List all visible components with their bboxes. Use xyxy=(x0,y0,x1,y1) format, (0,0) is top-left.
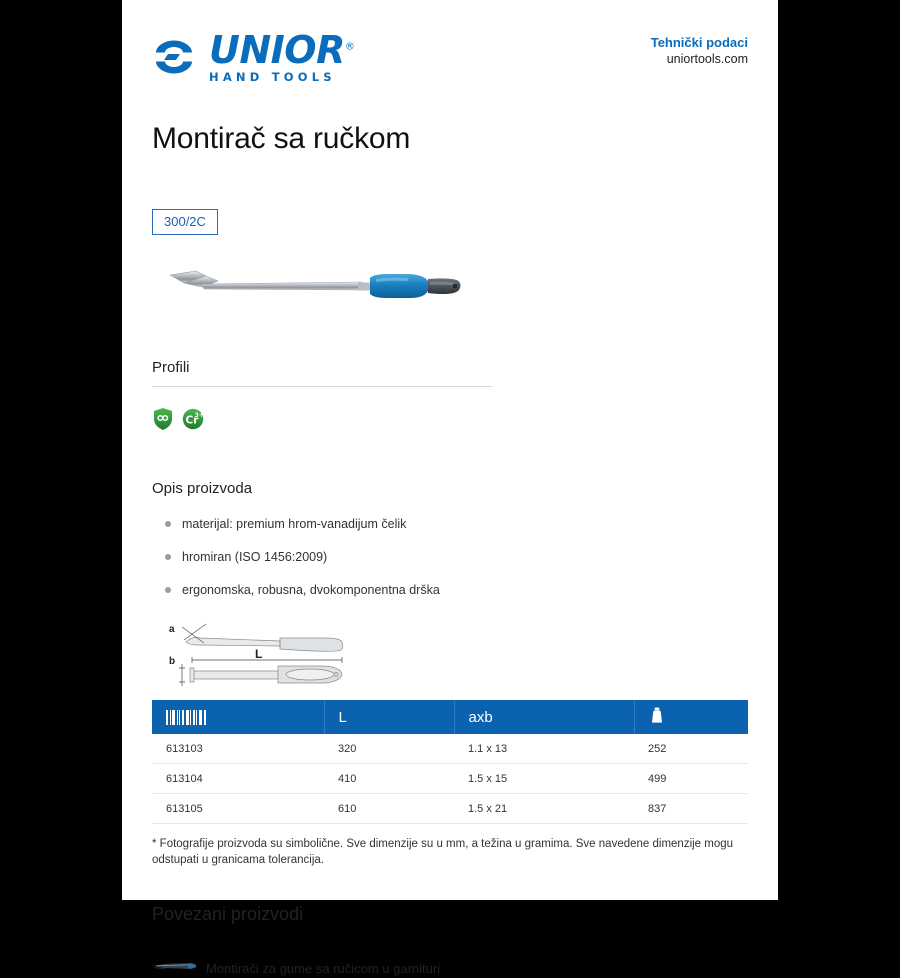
table-header-row xyxy=(152,700,748,734)
product-code-badge: 300/2C xyxy=(152,209,218,235)
cell-axb: 1.1 x 13 xyxy=(454,734,634,764)
brand-wordmark xyxy=(209,30,354,84)
cell-weight: 837 xyxy=(634,794,748,824)
cell-code: 613105 xyxy=(152,794,324,824)
svg-text:Cr: Cr xyxy=(185,414,199,427)
unior-logo-mark-icon xyxy=(152,39,196,75)
cell-length: 410 xyxy=(324,764,454,794)
page-header xyxy=(152,0,748,84)
drawing-label-l: L xyxy=(255,647,263,662)
technical-data-title: Tehnički podaci xyxy=(650,35,748,50)
brand-name: UNIOR xyxy=(209,28,345,72)
cell-length: 610 xyxy=(324,794,454,824)
table-body xyxy=(152,734,748,824)
related-product-thumbnail xyxy=(152,959,198,978)
registered-mark: ® xyxy=(344,41,355,53)
document-page xyxy=(122,0,778,977)
list-item: hromiran (ISO 1456:2009) xyxy=(152,549,748,565)
barcode-icon xyxy=(166,710,324,725)
column-header-weight xyxy=(634,700,748,734)
brand-tagline: HAND TOOLS xyxy=(209,70,336,85)
cell-axb: 1.5 x 15 xyxy=(454,764,634,794)
description-heading: Opis proizvoda xyxy=(152,480,253,498)
description-list xyxy=(152,516,748,598)
cell-axb: 1.5 x 21 xyxy=(454,794,634,824)
list-item[interactable] xyxy=(152,959,748,978)
header-meta xyxy=(651,30,748,68)
column-header-code xyxy=(152,700,324,734)
drawing-label-a: a xyxy=(169,624,175,636)
weight-icon xyxy=(649,711,665,728)
chromium-trivalent-icon xyxy=(182,407,204,431)
drawing-label-b: b xyxy=(169,656,176,668)
column-header-length: L xyxy=(324,700,454,734)
related-products-heading: Povezani proizvodi xyxy=(152,904,304,925)
table-row xyxy=(152,734,748,764)
page-title: Montirač sa ručkom xyxy=(152,122,411,156)
cell-code: 613104 xyxy=(152,764,324,794)
product-photo xyxy=(152,257,748,317)
profiles-divider xyxy=(152,386,492,387)
related-product-label: Montirači za gume sa ručicom u garnituri xyxy=(206,961,441,977)
cell-weight: 499 xyxy=(634,764,748,794)
cell-code: 613103 xyxy=(152,734,324,764)
list-item: ergonomska, robusna, dvokomponentna drška xyxy=(152,582,748,598)
table-row xyxy=(152,764,748,794)
profiles-heading: Profili xyxy=(152,359,190,377)
cell-weight: 252 xyxy=(634,734,748,764)
brand-logo xyxy=(152,30,354,84)
column-header-axb: axb xyxy=(454,700,634,734)
lifetime-warranty-shield-icon xyxy=(152,407,174,431)
table-row xyxy=(152,794,748,824)
technical-drawing xyxy=(152,616,748,694)
profile-icon-list xyxy=(152,407,748,431)
footnote: * Fotografije proizvoda su simbolične. Sve dimenzije su u mm, a težina u gramima. Sve navedene dimenzije mogu odstupati u granicama tolerancija. xyxy=(152,838,734,867)
list-item: materijal: premium hrom-vanadijum čelik xyxy=(152,516,748,532)
website-url: uniortools.com xyxy=(666,52,748,66)
specifications-table xyxy=(152,700,748,824)
svg-text:3+: 3+ xyxy=(194,412,204,420)
cell-length: 320 xyxy=(324,734,454,764)
